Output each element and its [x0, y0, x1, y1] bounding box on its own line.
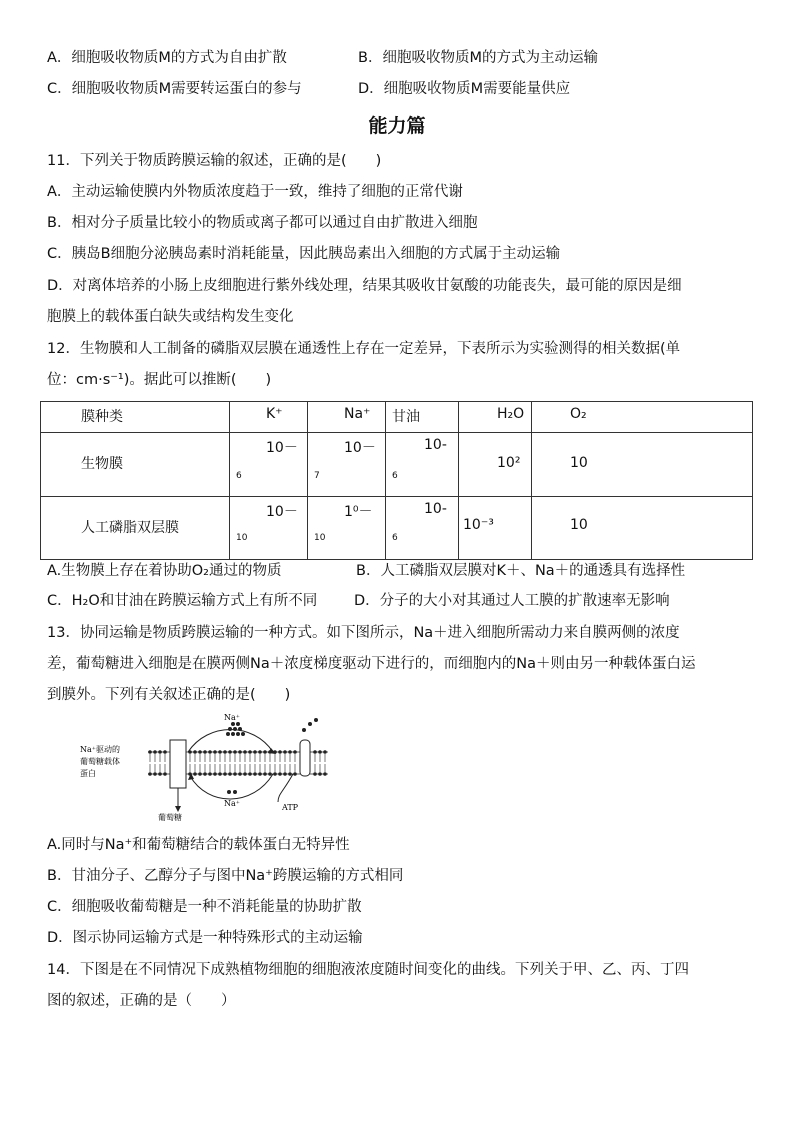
- phospholipid-head: [203, 772, 207, 776]
- cotransport-figure: [78, 712, 328, 826]
- phospholipid-head: [258, 772, 262, 776]
- phospholipid-head: [198, 750, 202, 754]
- phospholipid-head: [213, 772, 217, 776]
- phospholipid-head: [323, 750, 327, 754]
- section-title: 能力篇: [368, 115, 426, 137]
- header-k: K⁺: [266, 406, 283, 422]
- phospholipid-head: [283, 772, 287, 776]
- art-glycerol: 10-: [424, 501, 447, 517]
- phospholipid-head: [258, 750, 262, 754]
- row-bio-name: 生物膜: [81, 456, 123, 472]
- phospholipid-head: [233, 750, 237, 754]
- phospholipid-head: [313, 772, 317, 776]
- phospholipid-head: [318, 772, 322, 776]
- bio-na: 10－: [344, 440, 376, 456]
- phospholipid-head: [208, 750, 212, 754]
- q14-stem-cont: 图的叙述，正确的是（ ）: [47, 993, 236, 1009]
- q12-option-c: C．H₂O和甘油在跨膜运输方式上有所不同: [47, 593, 318, 609]
- phospholipid-head: [243, 750, 247, 754]
- q13-option-b: B．甘油分子、乙醇分子与图中Na⁺跨膜运输的方式相同: [47, 868, 404, 884]
- row-artificial-name: 人工磷脂双层膜: [81, 520, 179, 536]
- header-o2: O₂: [570, 406, 587, 422]
- carrier-label-3: 蛋白: [80, 769, 96, 778]
- art-k-exp: 10: [236, 533, 248, 543]
- phospholipid-head: [203, 750, 207, 754]
- option-c: C．细胞吸收物质M需要转运蛋白的参与: [47, 81, 302, 97]
- phospholipid-head: [158, 772, 162, 776]
- q11-option-d: D．对离体培养的小肠上皮细胞进行紫外线处理，结果其吸收甘氨酸的功能丧失，最可能的原因是细: [47, 278, 682, 294]
- phospholipid-head: [223, 750, 227, 754]
- header-h2o: H₂O: [497, 406, 525, 422]
- phospholipid-head: [163, 772, 167, 776]
- bio-h2o: 10²: [497, 455, 521, 471]
- phospholipid-head: [238, 772, 242, 776]
- phospholipid-head: [273, 772, 277, 776]
- phospholipid-head: [318, 750, 322, 754]
- phospholipid-head: [193, 750, 197, 754]
- bio-o2: 10: [570, 455, 588, 471]
- phospholipid-head: [218, 750, 222, 754]
- phospholipid-head: [288, 750, 292, 754]
- header-na: Na⁺: [344, 406, 371, 422]
- art-glycerol-exp: 6: [392, 533, 398, 543]
- bio-glycerol-exp: 6: [392, 471, 398, 481]
- permeability-table: [40, 401, 753, 560]
- phospholipid-head: [193, 772, 197, 776]
- phospholipid-head: [233, 772, 237, 776]
- phospholipid-head: [323, 772, 327, 776]
- art-k: 10－: [266, 504, 298, 520]
- phospholipid-head: [293, 772, 297, 776]
- q13-stem: 13．协同运输是物质跨膜运输的一种方式。如下图所示，Na＋进入细胞所需动力来自膜两侧的浓度: [47, 625, 680, 641]
- phospholipid-head: [263, 750, 267, 754]
- q12-stem: 12．生物膜和人工制备的磷脂双层膜在通透性上存在一定差异，下表所示为实验测得的相关数据(单: [47, 341, 681, 357]
- q13-stem-cont2: 到膜外。下列有关叙述正确的是( ): [47, 687, 291, 703]
- phospholipid-head: [243, 772, 247, 776]
- phospholipid-head: [148, 750, 152, 754]
- q12-option-d: D．分子的大小对其通过人工膜的扩散速率无影响: [354, 593, 670, 609]
- phospholipid-head: [198, 772, 202, 776]
- phospholipid-head: [283, 750, 287, 754]
- na-ions-outside: [226, 722, 245, 736]
- phospholipid-head: [248, 750, 252, 754]
- phospholipid-head: [223, 772, 227, 776]
- option-b: B．细胞吸收物质M的方式为主动运输: [358, 50, 598, 66]
- phospholipid-head: [228, 772, 232, 776]
- carrier-label-2: 葡萄糖载体: [80, 757, 120, 766]
- phospholipid-head: [213, 750, 217, 754]
- header-membrane: 膜种类: [81, 409, 123, 425]
- art-na-exp: 10: [314, 533, 326, 543]
- q12-option-a: A.生物膜上存在着协助O₂通过的物质: [47, 563, 282, 579]
- ions-pumped-out: [302, 718, 318, 732]
- phospholipid-head: [248, 772, 252, 776]
- q13-stem-cont: 差，葡萄糖进入细胞是在膜两侧Na＋浓度梯度驱动下进行的，而细胞内的Na＋则由另一种载体蛋白运: [47, 656, 696, 672]
- atp-label: ATP: [282, 803, 299, 812]
- q12-stem-cont: 位：cm·s⁻¹)。据此可以推断( ): [47, 372, 272, 388]
- phospholipid-head: [313, 750, 317, 754]
- q11-option-d-cont: 胞膜上的载体蛋白缺失或结构发生变化: [47, 309, 294, 325]
- q11-option-c: C．胰岛B细胞分泌胰岛素时消耗能量，因此胰岛素出入细胞的方式属于主动运输: [47, 246, 561, 262]
- bio-k-exp: 6: [236, 471, 242, 481]
- q11-stem: 11．下列关于物质跨膜运输的叙述，正确的是( ): [47, 153, 382, 169]
- phospholipid-head: [153, 750, 157, 754]
- phospholipid-head: [293, 750, 297, 754]
- phospholipid-head: [148, 772, 152, 776]
- phospholipid-head: [263, 772, 267, 776]
- phospholipid-head: [153, 772, 157, 776]
- option-d: D．细胞吸收物质M需要能量供应: [358, 81, 571, 97]
- phospholipid-head: [228, 750, 232, 754]
- q13-option-d: D．图示协同运输方式是一种特殊形式的主动运输: [47, 930, 363, 946]
- q11-option-a: A．主动运输使膜内外物质浓度趋于一致，维持了细胞的正常代谢: [47, 184, 463, 200]
- art-na: 1⁰－: [344, 504, 373, 520]
- carrier-label-1: Na⁺驱动的: [80, 745, 120, 754]
- phospholipid-head: [158, 750, 162, 754]
- phospholipid-head: [253, 750, 257, 754]
- glucose-carrier-protein: [170, 740, 186, 788]
- phospholipid-head: [208, 772, 212, 776]
- phospholipid-head: [253, 772, 257, 776]
- q12-option-b: B．人工磷脂双层膜对K＋、Na＋的通透具有选择性: [356, 563, 686, 579]
- art-h2o: 10⁻³: [463, 517, 494, 533]
- na-pump-protein: [300, 740, 310, 776]
- phospholipid-head: [218, 772, 222, 776]
- q13-option-a: A.同时与Na⁺和葡萄糖结合的载体蛋白无特异性: [47, 837, 350, 853]
- q14-stem: 14．下图是在不同情况下成熟植物细胞的细胞液浓度随时间变化的曲线。下列关于甲、乙、丙、丁四: [47, 962, 689, 978]
- q11-option-b: B．相对分子质量比较小的物质或离子都可以通过自由扩散进入细胞: [47, 215, 478, 231]
- phospholipid-head: [268, 772, 272, 776]
- phospholipid-head: [278, 750, 282, 754]
- bio-glycerol: 10-: [424, 437, 447, 453]
- phospholipid-head: [238, 750, 242, 754]
- na-ions-inside: [227, 790, 237, 794]
- phospholipid-head: [288, 772, 292, 776]
- q13-option-c: C．细胞吸收葡萄糖是一种不消耗能量的协助扩散: [47, 899, 362, 915]
- na-top-label: Na⁺: [224, 713, 240, 722]
- bio-k: 10－: [266, 440, 298, 456]
- glucose-label: 葡萄糖: [158, 813, 182, 822]
- header-glycerol: 甘油: [392, 409, 420, 425]
- na-bottom-label: Na⁺: [224, 799, 240, 808]
- phospholipid-head: [163, 750, 167, 754]
- art-o2: 10: [570, 517, 588, 533]
- phospholipid-head: [278, 772, 282, 776]
- bio-na-exp: 7: [314, 471, 320, 481]
- membrane-diagram: [78, 712, 328, 822]
- option-a: A．细胞吸收物质M的方式为自由扩散: [47, 50, 287, 66]
